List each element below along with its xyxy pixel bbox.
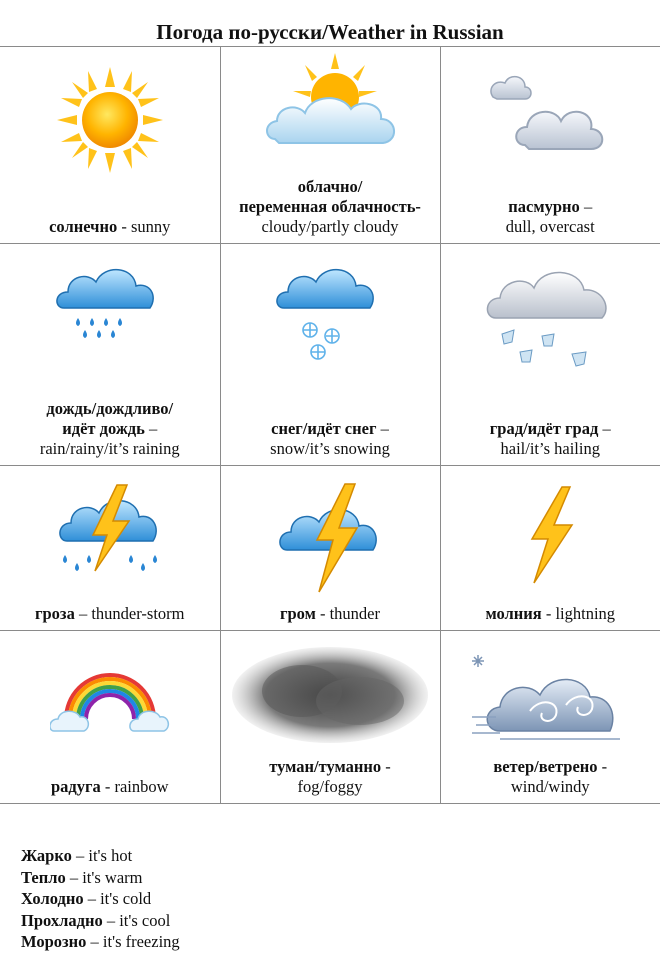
weather-cell	[440, 466, 660, 631]
page-title: Погода по-русски/Weather in Russian	[156, 20, 504, 44]
weather-cell	[0, 631, 220, 804]
sun-cloud-icon	[221, 51, 440, 161]
weather-cell	[220, 244, 440, 466]
cell-caption: снег/идёт снег – snow/it’s snowing	[270, 419, 390, 458]
thunder-icon	[221, 480, 440, 596]
thunderstorm-icon	[0, 478, 220, 590]
weather-cell	[0, 47, 220, 244]
weather-cell	[440, 47, 660, 244]
cell-caption: радуга - rainbow	[50, 777, 169, 796]
weather-cell	[0, 466, 220, 631]
cell-caption: гром - thunder	[279, 604, 380, 623]
list-item: Жарко – it's hot	[21, 846, 133, 865]
weather-cell	[0, 244, 220, 466]
list-item: Холодно – it's cold	[21, 889, 152, 908]
weather-cell	[220, 466, 440, 631]
weather-cell	[440, 631, 660, 804]
snow-cloud-icon	[221, 258, 440, 368]
cell-caption: ветер/ветрено - wind/windy	[493, 757, 608, 796]
cell-caption: облачно/ переменная облачность- cloudy/partly cloudy	[239, 177, 421, 236]
fog-icon	[221, 645, 440, 745]
cell-caption: пасмурно – dull, overcast	[505, 197, 595, 236]
hail-cloud-icon	[441, 258, 660, 378]
list-item: Морозно – it's freezing	[21, 932, 180, 951]
cell-caption: град/идёт град – hail/it’s hailing	[489, 419, 611, 458]
weather-cell	[220, 631, 440, 804]
cell-caption: солнечно - sunny	[49, 217, 171, 236]
cell-caption: дождь/дождливо/ идёт дождь – rain/rainy/it’s raining	[39, 399, 180, 458]
temperature-list	[21, 845, 180, 953]
weather-cell	[440, 244, 660, 466]
weather-cell	[220, 47, 440, 244]
rainbow-icon	[0, 655, 220, 735]
weather-table	[0, 46, 660, 804]
rain-cloud-icon	[0, 258, 220, 348]
clouds-icon	[441, 69, 660, 159]
cell-caption: молния - lightning	[485, 604, 616, 623]
sun-icon	[0, 55, 220, 185]
list-item: Тепло – it's warm	[21, 867, 143, 887]
cell-caption: гроза – thunder-storm	[35, 604, 185, 623]
wind-icon	[441, 647, 660, 747]
cell-caption: туман/туманно - fog/foggy	[269, 757, 391, 796]
list-item: Прохладно – it's cool	[21, 910, 171, 930]
lightning-icon	[441, 480, 660, 590]
